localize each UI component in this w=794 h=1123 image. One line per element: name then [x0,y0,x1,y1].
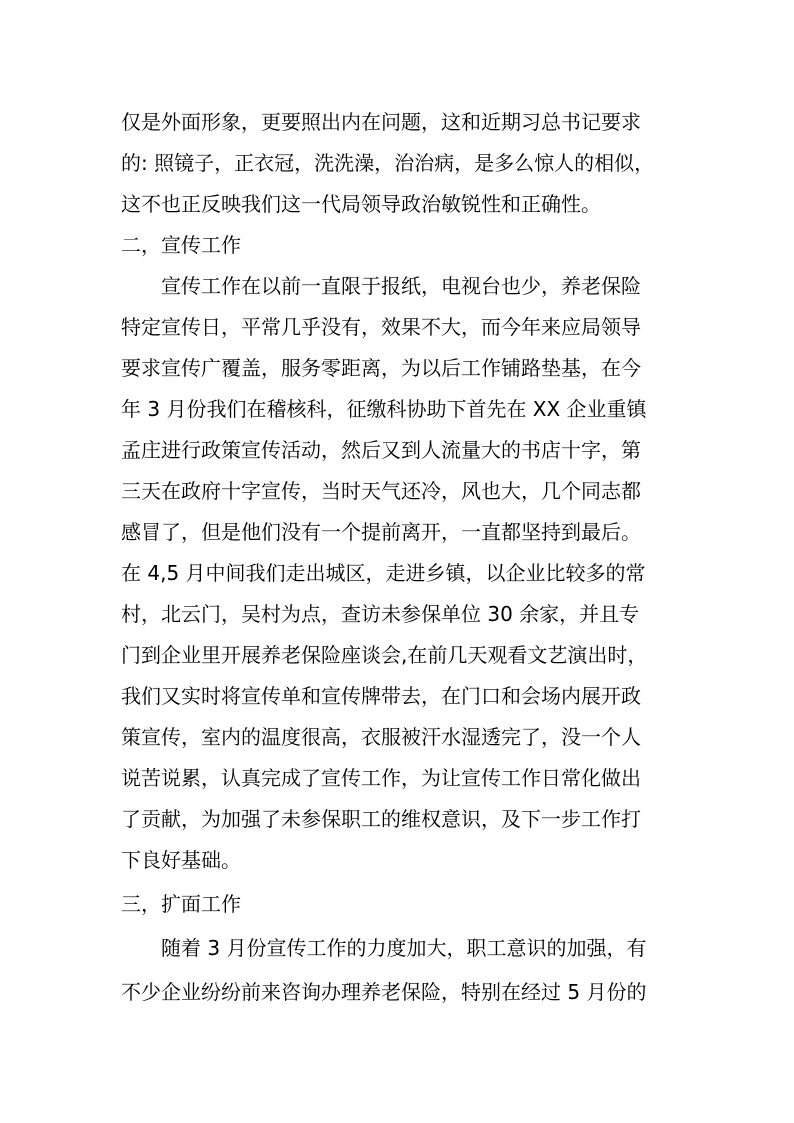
section-heading: 三，扩面工作 [121,892,241,916]
text-line: 说苦说累，认真完成了宣传工作，为让宣传工作日常化做出 [121,766,641,790]
text-line: 宣传工作在以前一直限于报纸，电视台也少，养老保险 [161,274,641,298]
text-line: 要求宣传广覆盖，服务零距离，为以后工作铺路垫基，在今 [121,356,641,380]
text-line: 不少企业纷纷前来咨询办理养老保险，特别在经过 5 月份的 [121,980,647,1004]
text-line: 门到企业里开展养老保险座谈会,在前几天观看文艺演出时， [121,643,648,667]
text-line: 策宣传，室内的温度很高，衣服被汗水湿透完了，没一个人 [121,725,641,749]
text-line: 孟庄进行政策宣传活动，然后又到人流量大的书店十字，第 [121,438,641,462]
text-line: 我们又实时将宣传单和宣传牌带去，在门口和会场内展开政 [121,684,641,708]
text-line: 年 3 月份我们在稽核科，征缴科协助下首先在 XX 企业重镇 [121,397,647,421]
text-line: 下良好基础。 [121,848,241,872]
text-line: 感冒了，但是他们没有一个提前离开，一直都坚持到最后。 [121,520,641,544]
text-line: 特定宣传日，平常几乎没有，效果不大，而今年来应局领导 [121,315,641,339]
text-line: 村，北云门，吴村为点，查访未参保单位 30 余家，并且专 [121,602,640,626]
text-line: 的: 照镜子，正衣冠，洗洗澡，治治病，是多么惊人的相似， [121,151,655,175]
text-line: 在 4,5 月中间我们走出城区，走进乡镇，以企业比较多的常 [121,561,646,585]
text-line: 随着 3 月份宣传工作的力度加大，职工意识的加强，有 [161,936,647,960]
text-line: 仅是外面形象，更要照出内在问题，这和近期习总书记要求 [121,110,641,134]
text-line: 这不也正反映我们这一代局领导政治敏锐性和正确性。 [121,192,601,216]
section-heading: 二，宣传工作 [121,233,241,257]
text-line: 三天在政府十字宣传，当时天气还冷，风也大，几个同志都 [121,479,641,503]
text-line: 了贡献，为加强了未参保职工的维权意识，及下一步工作打 [121,807,641,831]
